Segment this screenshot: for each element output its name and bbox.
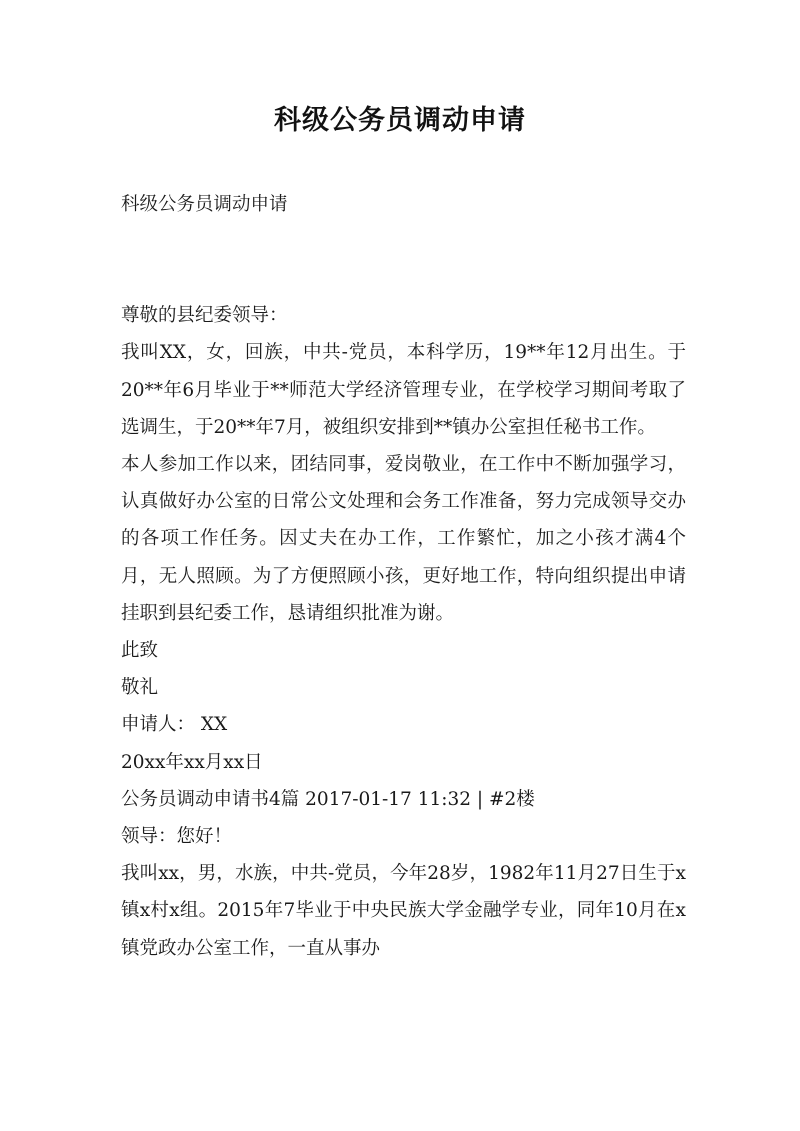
applicant-signature: 申请人： XX	[121, 714, 228, 736]
paragraph-request: 本人参加工作以来，团结同事，爱岗敬业，在工作中不断加强学习，认真做好办公室的日常公文处理和会务工作准备，努力完成领导交办的各项工作任务。因丈夫在办工作，工作繁忙，加之小孩才满4个月，无人照顾。为了方便照顾小孩，更好地工作，特向组织提出申请挂职到县纪委工作，恳请组织批准为谢。	[121, 454, 686, 624]
post-header: 公务员调动申请书4篇 2017-01-17 11:32 | #2楼	[121, 788, 535, 810]
closing-line-2: 敬礼	[121, 677, 159, 699]
document-subheading: 科级公务员调动申请	[121, 194, 288, 215]
paragraph-introduction: 我叫XX，女，回族，中共-党员，本科学历，19**年12月出生。于20**年6月毕业于**师范大学经济管理专业，在学校学习期间考取了选调生，于20**年7月，被组织安排到**镇办公室担任秘书工作。	[121, 342, 686, 438]
document-title: 科级公务员调动申请	[274, 105, 526, 136]
salutation: 尊敬的县纪委领导：	[121, 305, 288, 327]
document-body	[121, 186, 686, 967]
paragraph-second-letter: 我叫xx，男，水族，中共-党员，今年28岁，1982年11月27日生于x镇x村x组。2015年7毕业于中央民族大学金融学专业，同年10月在x镇党政办公室工作，一直从事办	[121, 863, 686, 959]
blank-line	[121, 260, 686, 297]
second-greeting: 领导：您好！	[121, 826, 233, 848]
application-date: 20xx年xx月xx日	[121, 751, 263, 773]
closing-line-1: 此致	[121, 640, 159, 662]
